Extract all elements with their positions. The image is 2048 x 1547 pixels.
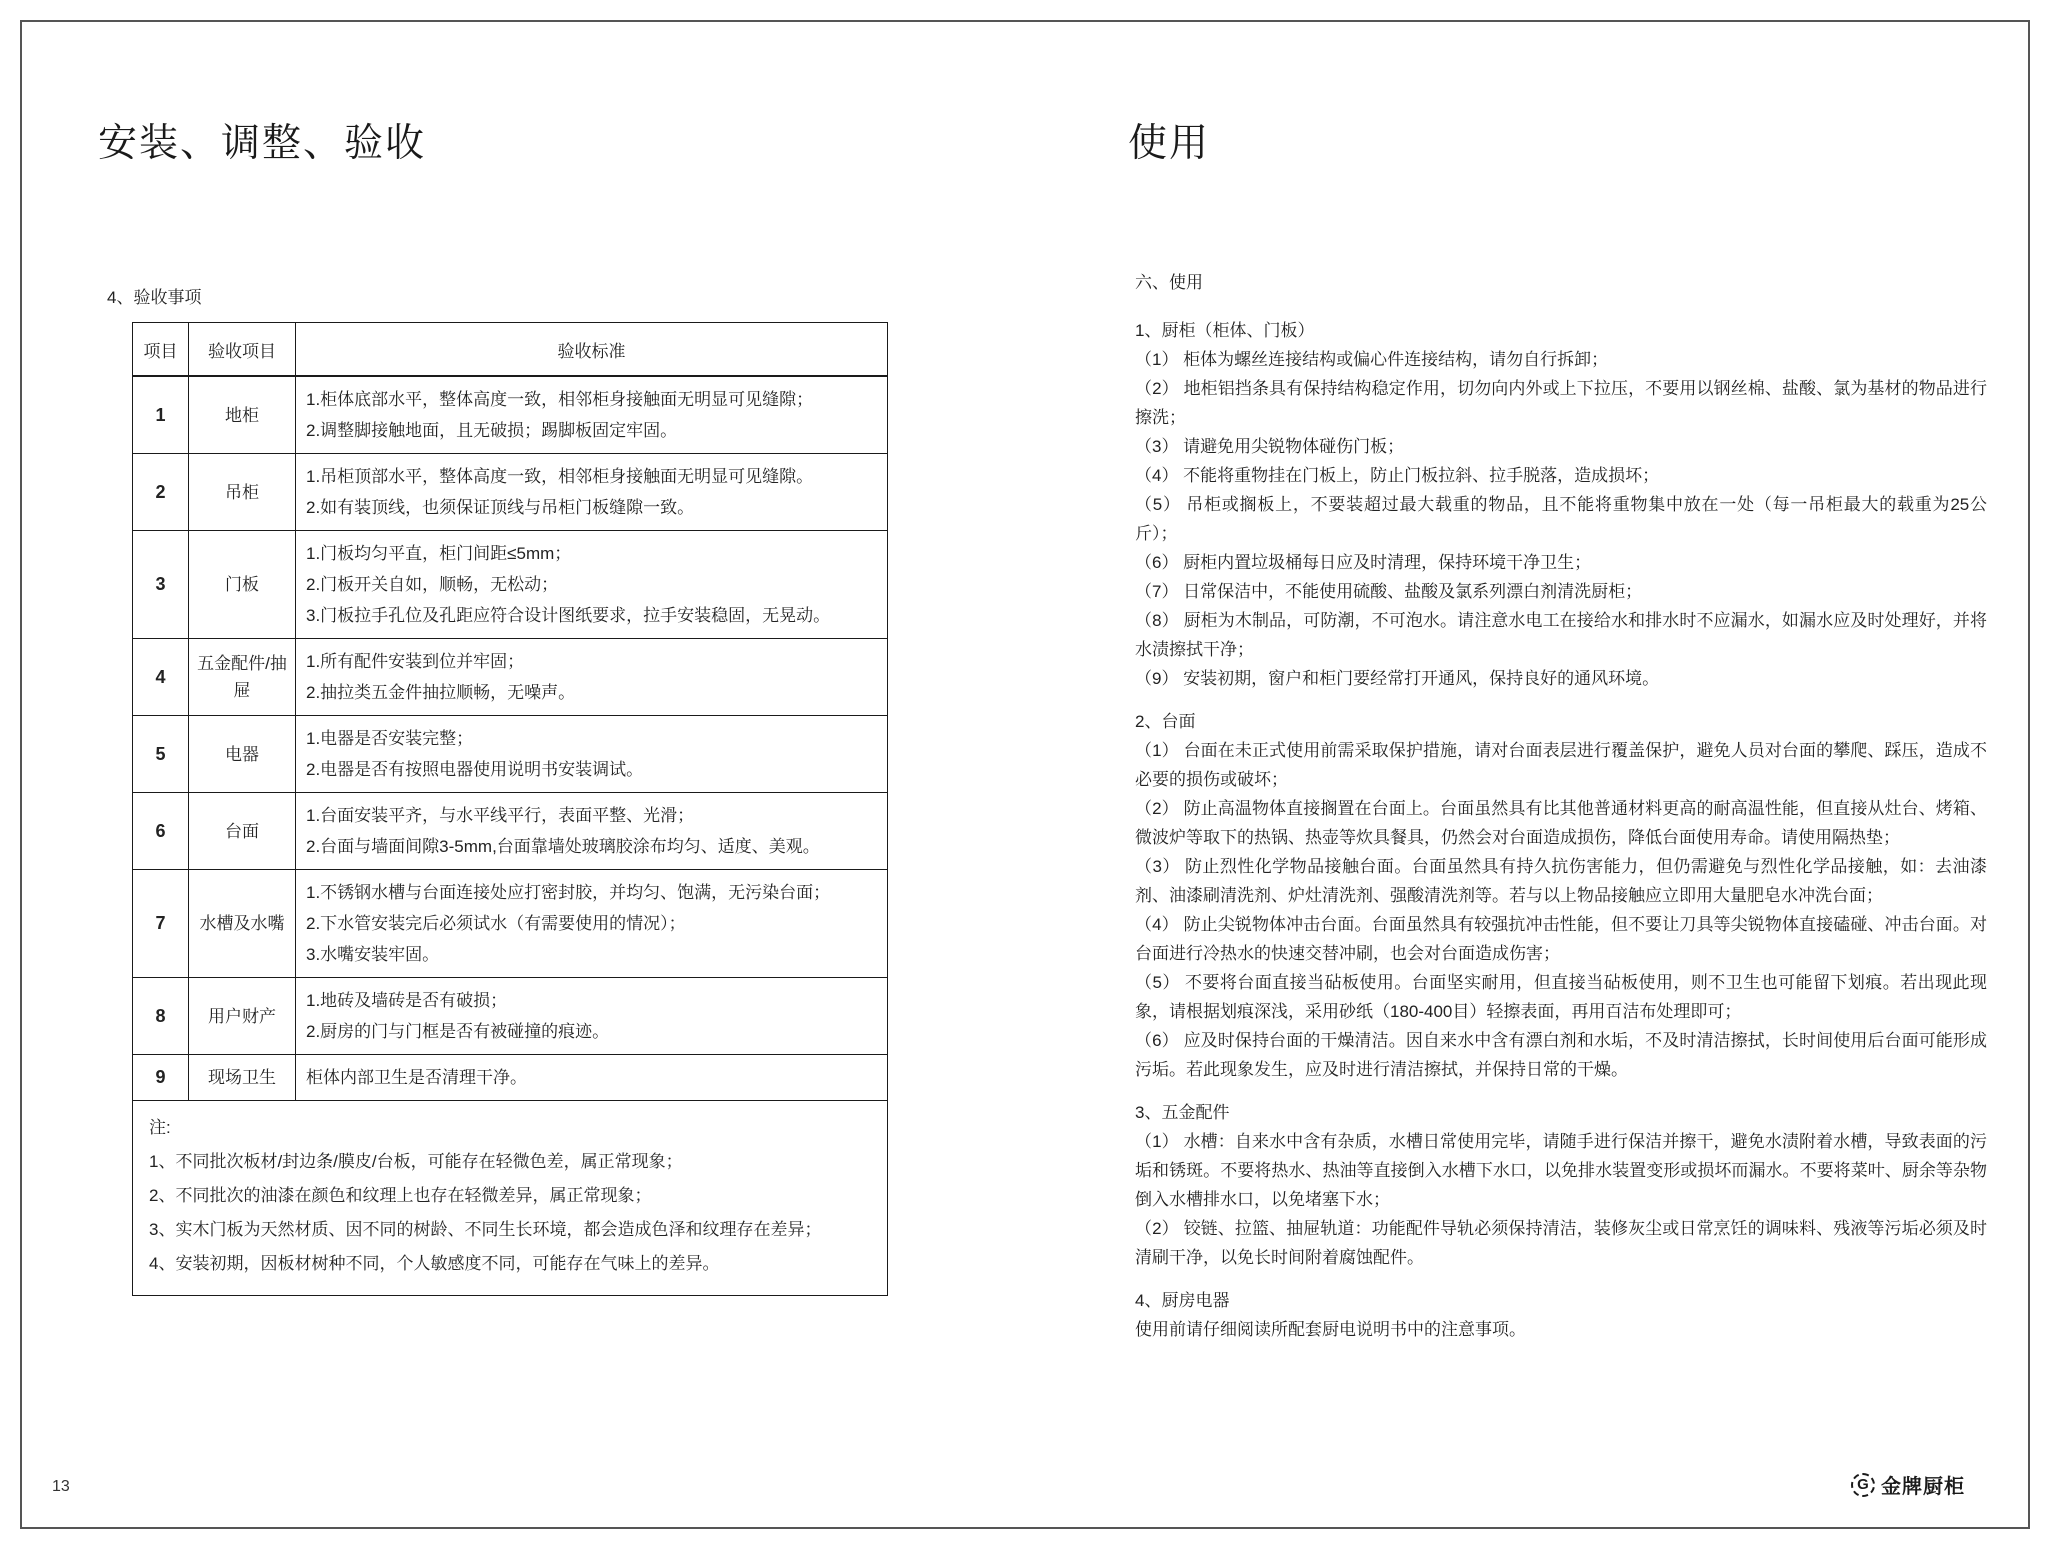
row-item: 用户财产 — [189, 978, 296, 1055]
usage-paragraph: （2） 防止高温物体直接搁置在台面上。台面虽然具有比其他普通材料更高的耐高温性能，但直接从灶台、烤箱、微波炉等取下的热锅、热壶等炊具餐具，仍然会对台面造成损伤，降低台面使用寿命。请使用隔热垫； — [1135, 799, 1987, 847]
criteria-line: 1.台面安装平齐，与水平线平行，表面平整、光滑； — [306, 806, 695, 825]
row-item: 地柜 — [189, 376, 296, 454]
row-number: 8 — [133, 978, 189, 1055]
criteria-line: 1.电器是否安装完整； — [306, 729, 474, 748]
note-line: 3、实木门板为天然材质、因不同的树龄、不同生长环境，都会造成色泽和纹理存在差异； — [149, 1220, 822, 1239]
row-criteria — [296, 454, 888, 531]
table-row — [133, 716, 888, 793]
usage-paragraph: （3） 防止烈性化学物品接触台面。台面虽然具有持久抗伤害能力，但仍需避免与烈性化学品接触，如：去油漆剂、油漆刷清洗剂、炉灶清洗剂、强酸清洗剂等。若与以上物品接触应立即用大量肥皂水冲洗台面； — [1135, 857, 1987, 905]
row-item: 门板 — [189, 531, 296, 639]
row-number: 1 — [133, 376, 189, 454]
criteria-line: 1.所有配件安装到位并牢固； — [306, 652, 525, 671]
row-number: 7 — [133, 870, 189, 978]
usage-section — [1135, 707, 1987, 1084]
usage-section-heading: 3、五金配件 — [1135, 1103, 1230, 1122]
criteria-line: 2.如有装顶线，也须保证顶线与吊柜门板缝隙一致。 — [306, 498, 695, 517]
usage-paragraph: （1） 水槽：自来水中含有杂质，水槽日常使用完毕，请随手进行保洁并擦干，避免水渍附着水槽，导致表面的污垢和锈斑。不要将热水、热油等直接倒入水槽下水口，以免排水装置变形或损坏而漏水。不要将菜叶、厨余等杂物倒入水槽排水口，以免堵塞下水； — [1135, 1132, 1987, 1209]
brand-logo-icon: G — [1851, 1473, 1875, 1497]
row-item: 五金配件/抽屉 — [189, 639, 296, 716]
usage-paragraph: （9） 安装初期，窗户和柜门要经常打开通风，保持良好的通风环境。 — [1135, 669, 1660, 688]
column-header-criteria: 验收标准 — [296, 323, 888, 377]
row-criteria — [296, 978, 888, 1055]
table-row — [133, 639, 888, 716]
usage-paragraph: （7） 日常保洁中，不能使用硫酸、盐酸及氯系列漂白剂清洗厨柜； — [1135, 582, 1643, 601]
table-row — [133, 978, 888, 1055]
criteria-line: 2.门板开关自如，顺畅，无松动； — [306, 575, 559, 594]
criteria-line: 1.门板均匀平直，柜门间距≤5mm； — [306, 544, 572, 563]
brand-logo — [1851, 1470, 1965, 1499]
section-heading-usage: 六、使用 — [1135, 273, 1203, 292]
criteria-line: 2.厨房的门与门框是否有被碰撞的痕迹。 — [306, 1022, 610, 1041]
criteria-line: 2.抽拉类五金件抽拉顺畅，无噪声。 — [306, 683, 576, 702]
table-row — [133, 454, 888, 531]
row-number: 3 — [133, 531, 189, 639]
usage-section-heading: 1、厨柜（柜体、门板） — [1135, 321, 1315, 340]
usage-paragraph: （4） 不能将重物挂在门板上，防止门板拉斜、拉手脱落，造成损坏； — [1135, 466, 1660, 485]
criteria-line: 1.柜体底部水平，整体高度一致，相邻柜身接触面无明显可见缝隙； — [306, 390, 814, 409]
row-number: 6 — [133, 793, 189, 870]
row-number: 5 — [133, 716, 189, 793]
note-line: 4、安装初期，因板材树种不同，个人敏感度不同，可能存在气味上的差异。 — [149, 1254, 720, 1273]
row-criteria — [296, 716, 888, 793]
criteria-line: 2.电器是否有按照电器使用说明书安装调试。 — [306, 760, 644, 779]
usage-section — [1135, 1098, 1987, 1272]
page-number: 13 — [52, 1478, 70, 1495]
table-note-row — [133, 1101, 888, 1296]
usage-section-heading: 2、台面 — [1135, 712, 1196, 731]
usage-paragraph: （4） 防止尖锐物体冲击台面。台面虽然具有较强抗冲击性能，但不要让刀具等尖锐物体直接磕碰、冲击台面。对台面进行冷热水的快速交替冲刷，也会对台面造成伤害； — [1135, 915, 1987, 963]
row-criteria — [296, 531, 888, 639]
row-item: 现场卫生 — [189, 1055, 296, 1101]
row-criteria — [296, 870, 888, 978]
usage-paragraph: （1） 柜体为螺丝连接结构或偏心件连接结构，请勿自行拆卸； — [1135, 350, 1609, 369]
criteria-line: 1.吊柜顶部水平，整体高度一致，相邻柜身接触面无明显可见缝隙。 — [306, 467, 814, 486]
brand-name: 金牌厨柜 — [1881, 1476, 1965, 1498]
criteria-line: 2.调整脚接触地面，且无破损；踢脚板固定牢固。 — [306, 421, 678, 440]
acceptance-table-header-row — [133, 323, 888, 377]
row-number: 2 — [133, 454, 189, 531]
table-note-cell — [133, 1101, 888, 1296]
row-item: 台面 — [189, 793, 296, 870]
note-line: 1、不同批次板材/封边条/膜皮/台板，可能存在轻微色差，属正常现象； — [149, 1152, 683, 1171]
usage-paragraph: （1） 台面在未正式使用前需采取保护措施，请对台面表层进行覆盖保护，避免人员对台面的攀爬、踩压，造成不必要的损伤或破坏； — [1135, 741, 1987, 789]
table-row — [133, 1055, 888, 1101]
note-label: 注: — [149, 1118, 171, 1137]
row-item: 水槽及水嘴 — [189, 870, 296, 978]
section-heading-acceptance: 4、验收事项 — [107, 288, 202, 307]
row-number: 4 — [133, 639, 189, 716]
usage-paragraph: （6） 应及时保持台面的干燥清洁。因自来水中含有漂白剂和水垢，不及时清洁擦拭，长时间使用后台面可能形成污垢。若此现象发生，应及时进行清洁擦拭，并保持日常的干燥。 — [1135, 1031, 1987, 1079]
table-row — [133, 376, 888, 454]
row-item: 电器 — [189, 716, 296, 793]
criteria-line: 1.不锈钢水槽与台面连接处应打密封胶，并均匀、饱满，无污染台面； — [306, 883, 831, 902]
table-row — [133, 793, 888, 870]
row-criteria — [296, 639, 888, 716]
table-row — [133, 870, 888, 978]
row-criteria — [296, 1055, 888, 1101]
row-item: 吊柜 — [189, 454, 296, 531]
criteria-line: 2.下水管安装完后必须试水（有需要使用的情况）； — [306, 914, 686, 933]
row-number: 9 — [133, 1055, 189, 1101]
criteria-line: 3.水嘴安装牢固。 — [306, 945, 440, 964]
usage-paragraph: （5） 不要将台面直接当砧板使用。台面坚实耐用，但直接当砧板使用，则不卫生也可能留下划痕。若出现此现象，请根据划痕深浅，采用砂纸（180-400目）轻擦表面，再用百洁布处理即可； — [1135, 973, 1987, 1021]
note-line: 2、不同批次的油漆在颜色和纹理上也存在轻微差异，属正常现象； — [149, 1186, 652, 1205]
criteria-line: 1.地砖及墙砖是否有破损； — [306, 991, 508, 1010]
usage-paragraph: （3） 请避免用尖锐物体碰伤门板； — [1135, 437, 1405, 456]
criteria-line: 2.台面与墙面间隙3-5mm,台面靠墙处玻璃胶涂布均匀、适度、美观。 — [306, 837, 820, 856]
usage-paragraph: （2） 铰链、拉篮、抽屉轨道：功能配件导轨必须保持清洁，装修灰尘或日常烹饪的调味料、残液等污垢必须及时清刷干净，以免长时间附着腐蚀配件。 — [1135, 1219, 1987, 1267]
row-criteria — [296, 376, 888, 454]
usage-section — [1135, 1286, 1987, 1344]
usage-paragraph: （2） 地柜铝挡条具有保持结构稳定作用，切勿向内外或上下拉压，不要用以钢丝棉、盐酸、氯为基材的物品进行擦洗； — [1135, 379, 1987, 427]
usage-body — [1135, 316, 1987, 1358]
usage-section-heading: 4、厨房电器 — [1135, 1291, 1230, 1310]
page-title-install: 安装、调整、验收 — [98, 122, 427, 165]
table-row — [133, 531, 888, 639]
criteria-line: 3.门板拉手孔位及孔距应符合设计图纸要求，拉手安装稳固，无晃动。 — [306, 606, 831, 625]
usage-paragraph: （8） 厨柜为木制品，可防潮，不可泡水。请注意水电工在接给水和排水时不应漏水，如漏水应及时处理好，并将水渍擦拭干净； — [1135, 611, 1987, 659]
page-title-usage: 使用 — [1128, 122, 1211, 165]
row-criteria — [296, 793, 888, 870]
usage-paragraph: （5） 吊柜或搁板上，不要装超过最大载重的物品，且不能将重物集中放在一处（每一吊柜最大的载重为25公斤）； — [1135, 495, 1987, 543]
column-header-no: 项目 — [133, 323, 189, 377]
usage-section — [1135, 316, 1987, 693]
column-header-item: 验收项目 — [189, 323, 296, 377]
usage-paragraph: 使用前请仔细阅读所配套厨电说明书中的注意事项。 — [1135, 1320, 1526, 1339]
criteria-line: 柜体内部卫生是否清理干净。 — [306, 1068, 527, 1087]
acceptance-table — [132, 322, 888, 1296]
note-lines — [149, 1145, 871, 1281]
usage-paragraph: （6） 厨柜内置垃圾桶每日应及时清理，保持环境干净卫生； — [1135, 553, 1592, 572]
